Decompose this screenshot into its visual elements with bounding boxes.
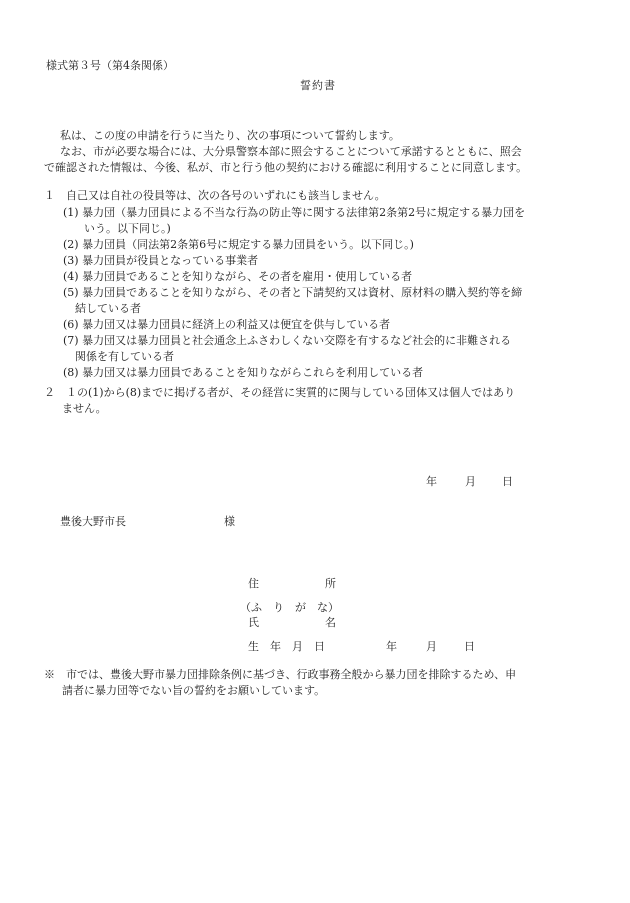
item-7-line-1: (7) 暴力団又は暴力団員と社会通念上ふさわしくない交際を有するなど社会的に非難される xyxy=(63,334,512,347)
note-line-1: ※ 市では、豊後大野市暴力団排除条例に基づき、行政事務全般から暴力団を排除するため、申 xyxy=(44,668,517,681)
section-2-line-1: ２ １の(1)から(8)までに掲げる者が、その経営に実質的に関与している団体又は個人ではあり xyxy=(44,386,516,399)
item-4: (4) 暴力団員であることを知りながら、その者を雇用・使用している者 xyxy=(63,270,413,283)
item-1-line-1: (1) 暴力団（暴力団員による不当な行為の防止等に関する法律第2条第2号に規定する暴力団を xyxy=(63,206,526,219)
item-3: (3) 暴力団員が役員となっている事業者 xyxy=(63,254,259,267)
section-1-heading: １ 自己又は自社の役員等は、次の各号のいずれにも該当しません。 xyxy=(44,189,386,202)
item-1-line-2: いう。以下同じ。) xyxy=(84,222,171,235)
name-label-first: 氏 xyxy=(248,616,259,629)
intro-line-3: で確認された情報は、今後、私が、市と行う他の契約における確認に利用することに同意します。 xyxy=(44,161,528,174)
address-label-second: 所 xyxy=(325,577,336,590)
date-day: 日 xyxy=(502,475,513,488)
item-7-line-2: 関係を有している者 xyxy=(75,350,174,363)
birth-day: 日 xyxy=(464,640,475,653)
note-line-2: 請者に暴力団等でない旨の誓約をお願いしています。 xyxy=(62,684,326,697)
date-month: 月 xyxy=(465,475,476,488)
section-2-line-2: ません。 xyxy=(62,402,107,415)
furigana-label: （ふ り が な） xyxy=(240,601,339,614)
item-8: (8) 暴力団又は暴力団員であることを知りながらこれらを利用している者 xyxy=(63,366,424,379)
addressee-name: 豊後大野市長 xyxy=(60,515,126,528)
item-5-line-1: (5) 暴力団員であることを知りながら、その者と下請契約又は資材、原材料の購入契約等を締 xyxy=(63,286,523,299)
addressee-honorific: 様 xyxy=(224,515,235,528)
item-5-line-2: 結している者 xyxy=(75,302,141,315)
date-year: 年 xyxy=(426,475,437,488)
intro-line-2: なお、市が必要な場合には、大分県警察本部に照会することについて承諾するとともに、照会 xyxy=(60,145,522,158)
address-label-first: 住 xyxy=(248,577,259,590)
item-6: (6) 暴力団又は暴力団員に経済上の利益又は便宜を供与している者 xyxy=(63,318,391,331)
birth-date-label: 生 年 月 日 xyxy=(248,640,325,653)
document-title: 誓約書 xyxy=(300,79,336,92)
name-label-second: 名 xyxy=(325,616,336,629)
item-2: (2) 暴力団員（同法第2条第6号に規定する暴力団員をいう。以下同じ。) xyxy=(63,238,414,251)
intro-line-1: 私は、この度の申請を行うに当たり、次の事項について誓約します。 xyxy=(60,129,400,142)
birth-year: 年 xyxy=(386,640,397,653)
birth-month: 月 xyxy=(426,640,437,653)
form-number: 様式第３号（第4条関係） xyxy=(46,59,174,72)
